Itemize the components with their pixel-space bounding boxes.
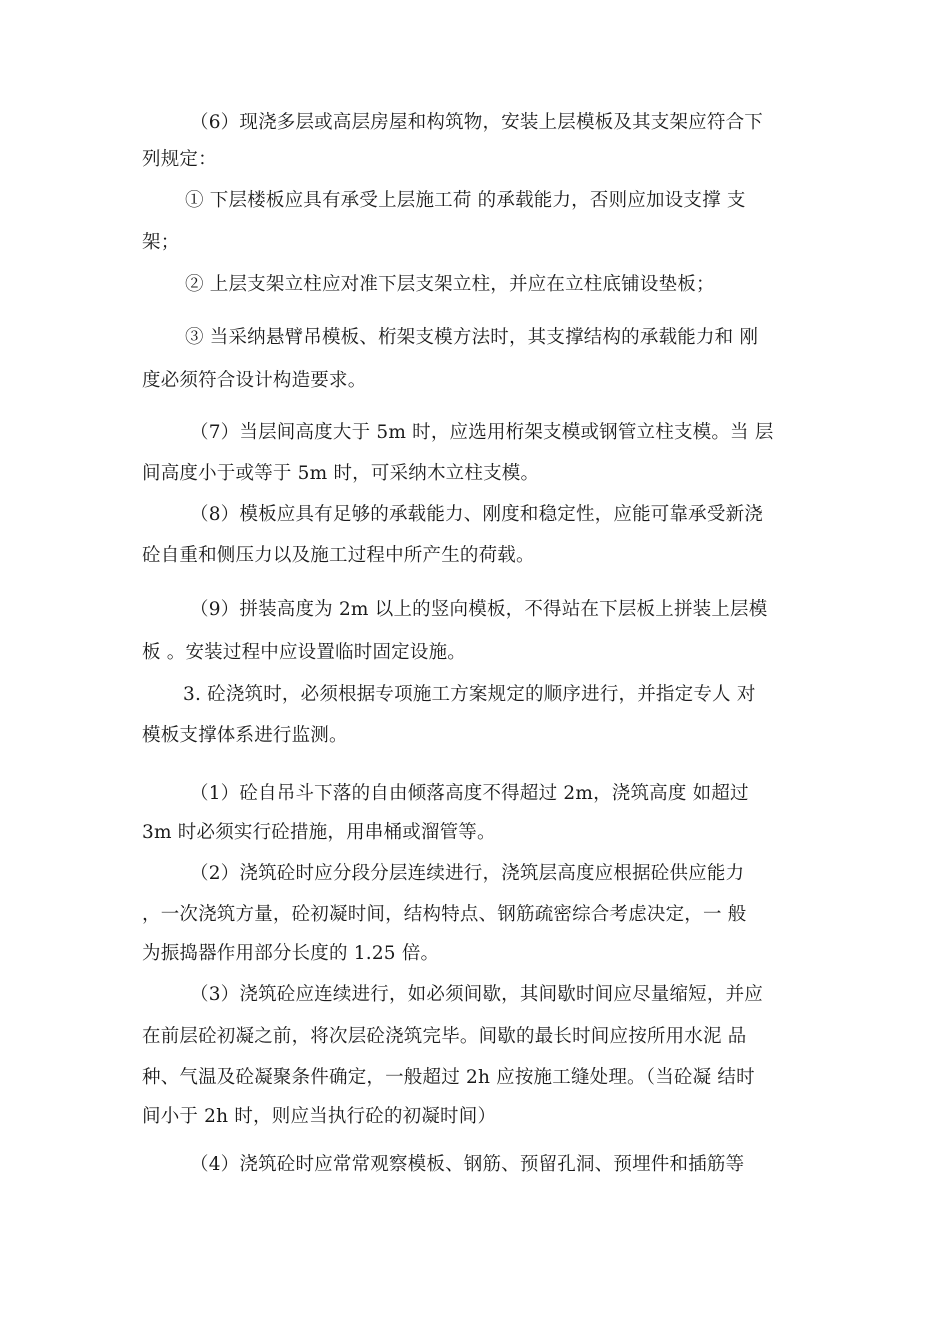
text-line: 度必须符合设计构造要求。 bbox=[142, 370, 367, 391]
text-line: 间小于 2h 时，则应当执行砼的初凝时间） bbox=[142, 1106, 497, 1127]
text-line: 板 。安装过程中应设置临时固定设施。 bbox=[142, 642, 466, 663]
text-line: （3）浇筑砼应连续进行，如必须间歇，其间歇时间应尽量缩短，并应 bbox=[190, 984, 763, 1005]
text-line: 间高度小于或等于 5m 时，可采纳木立柱支模。 bbox=[142, 463, 540, 484]
text-line: 模板支撑体系进行监测。 bbox=[142, 725, 348, 746]
text-line: 3m 时必须实行砼措施，用串桶或溜管等。 bbox=[142, 822, 496, 843]
text-line: 种、气温及砼凝聚条件确定，一般超过 2h 应按施工缝处理。（当砼凝 结时 bbox=[142, 1067, 755, 1088]
text-line: 列规定： bbox=[142, 149, 217, 170]
text-line: 砼自重和侧压力以及施工过程中所产生的荷载。 bbox=[142, 545, 535, 566]
text-line: ，一次浇筑方量，砼初凝时间，结构特点、钢筋疏密综合考虑决定，一 般 bbox=[142, 904, 747, 925]
text-line: （9）拼装高度为 2m 以上的竖向模板，不得站在下层板上拼装上层模 bbox=[190, 599, 768, 620]
text-line: 为振捣器作用部分长度的 1.25 倍。 bbox=[142, 943, 440, 964]
text-line: 架； bbox=[142, 232, 180, 253]
text-line: ③ 当采纳悬臂吊模板、桁架支模方法时，其支撑结构的承载能力和 刚 bbox=[185, 327, 759, 348]
text-line: （7）当层间高度大于 5m 时，应选用桁架支模或钢管立柱支模。当 层 bbox=[190, 422, 774, 443]
text-line: （8）模板应具有足够的承载能力、刚度和稳定性，应能可靠承受新浇 bbox=[190, 504, 763, 525]
text-line: （4）浇筑砼时应常常观察模板、钢筋、预留孔洞、预埋件和插筋等 bbox=[190, 1154, 745, 1175]
text-line: （1）砼自吊斗下落的自由倾落高度不得超过 2m，浇筑高度 如超过 bbox=[190, 783, 749, 804]
text-line: （6）现浇多层或高层房屋和构筑物，安装上层模板及其支架应符合下 bbox=[190, 112, 763, 133]
text-line: 3. 砼浇筑时，必须根据专项施工方案规定的顺序进行，并指定专人 对 bbox=[183, 684, 756, 705]
text-line: 在前层砼初凝之前，将次层砼浇筑完毕。间歇的最长时间应按所用水泥 品 bbox=[142, 1026, 747, 1047]
text-line: （2）浇筑砼时应分段分层连续进行，浇筑层高度应根据砼供应能力 bbox=[190, 863, 745, 884]
text-line: ② 上层支架立柱应对准下层支架立柱，并应在立柱底铺设垫板； bbox=[185, 274, 715, 295]
text-line: ① 下层楼板应具有承受上层施工荷 的承载能力，否则应加设支撑 支 bbox=[185, 190, 746, 211]
